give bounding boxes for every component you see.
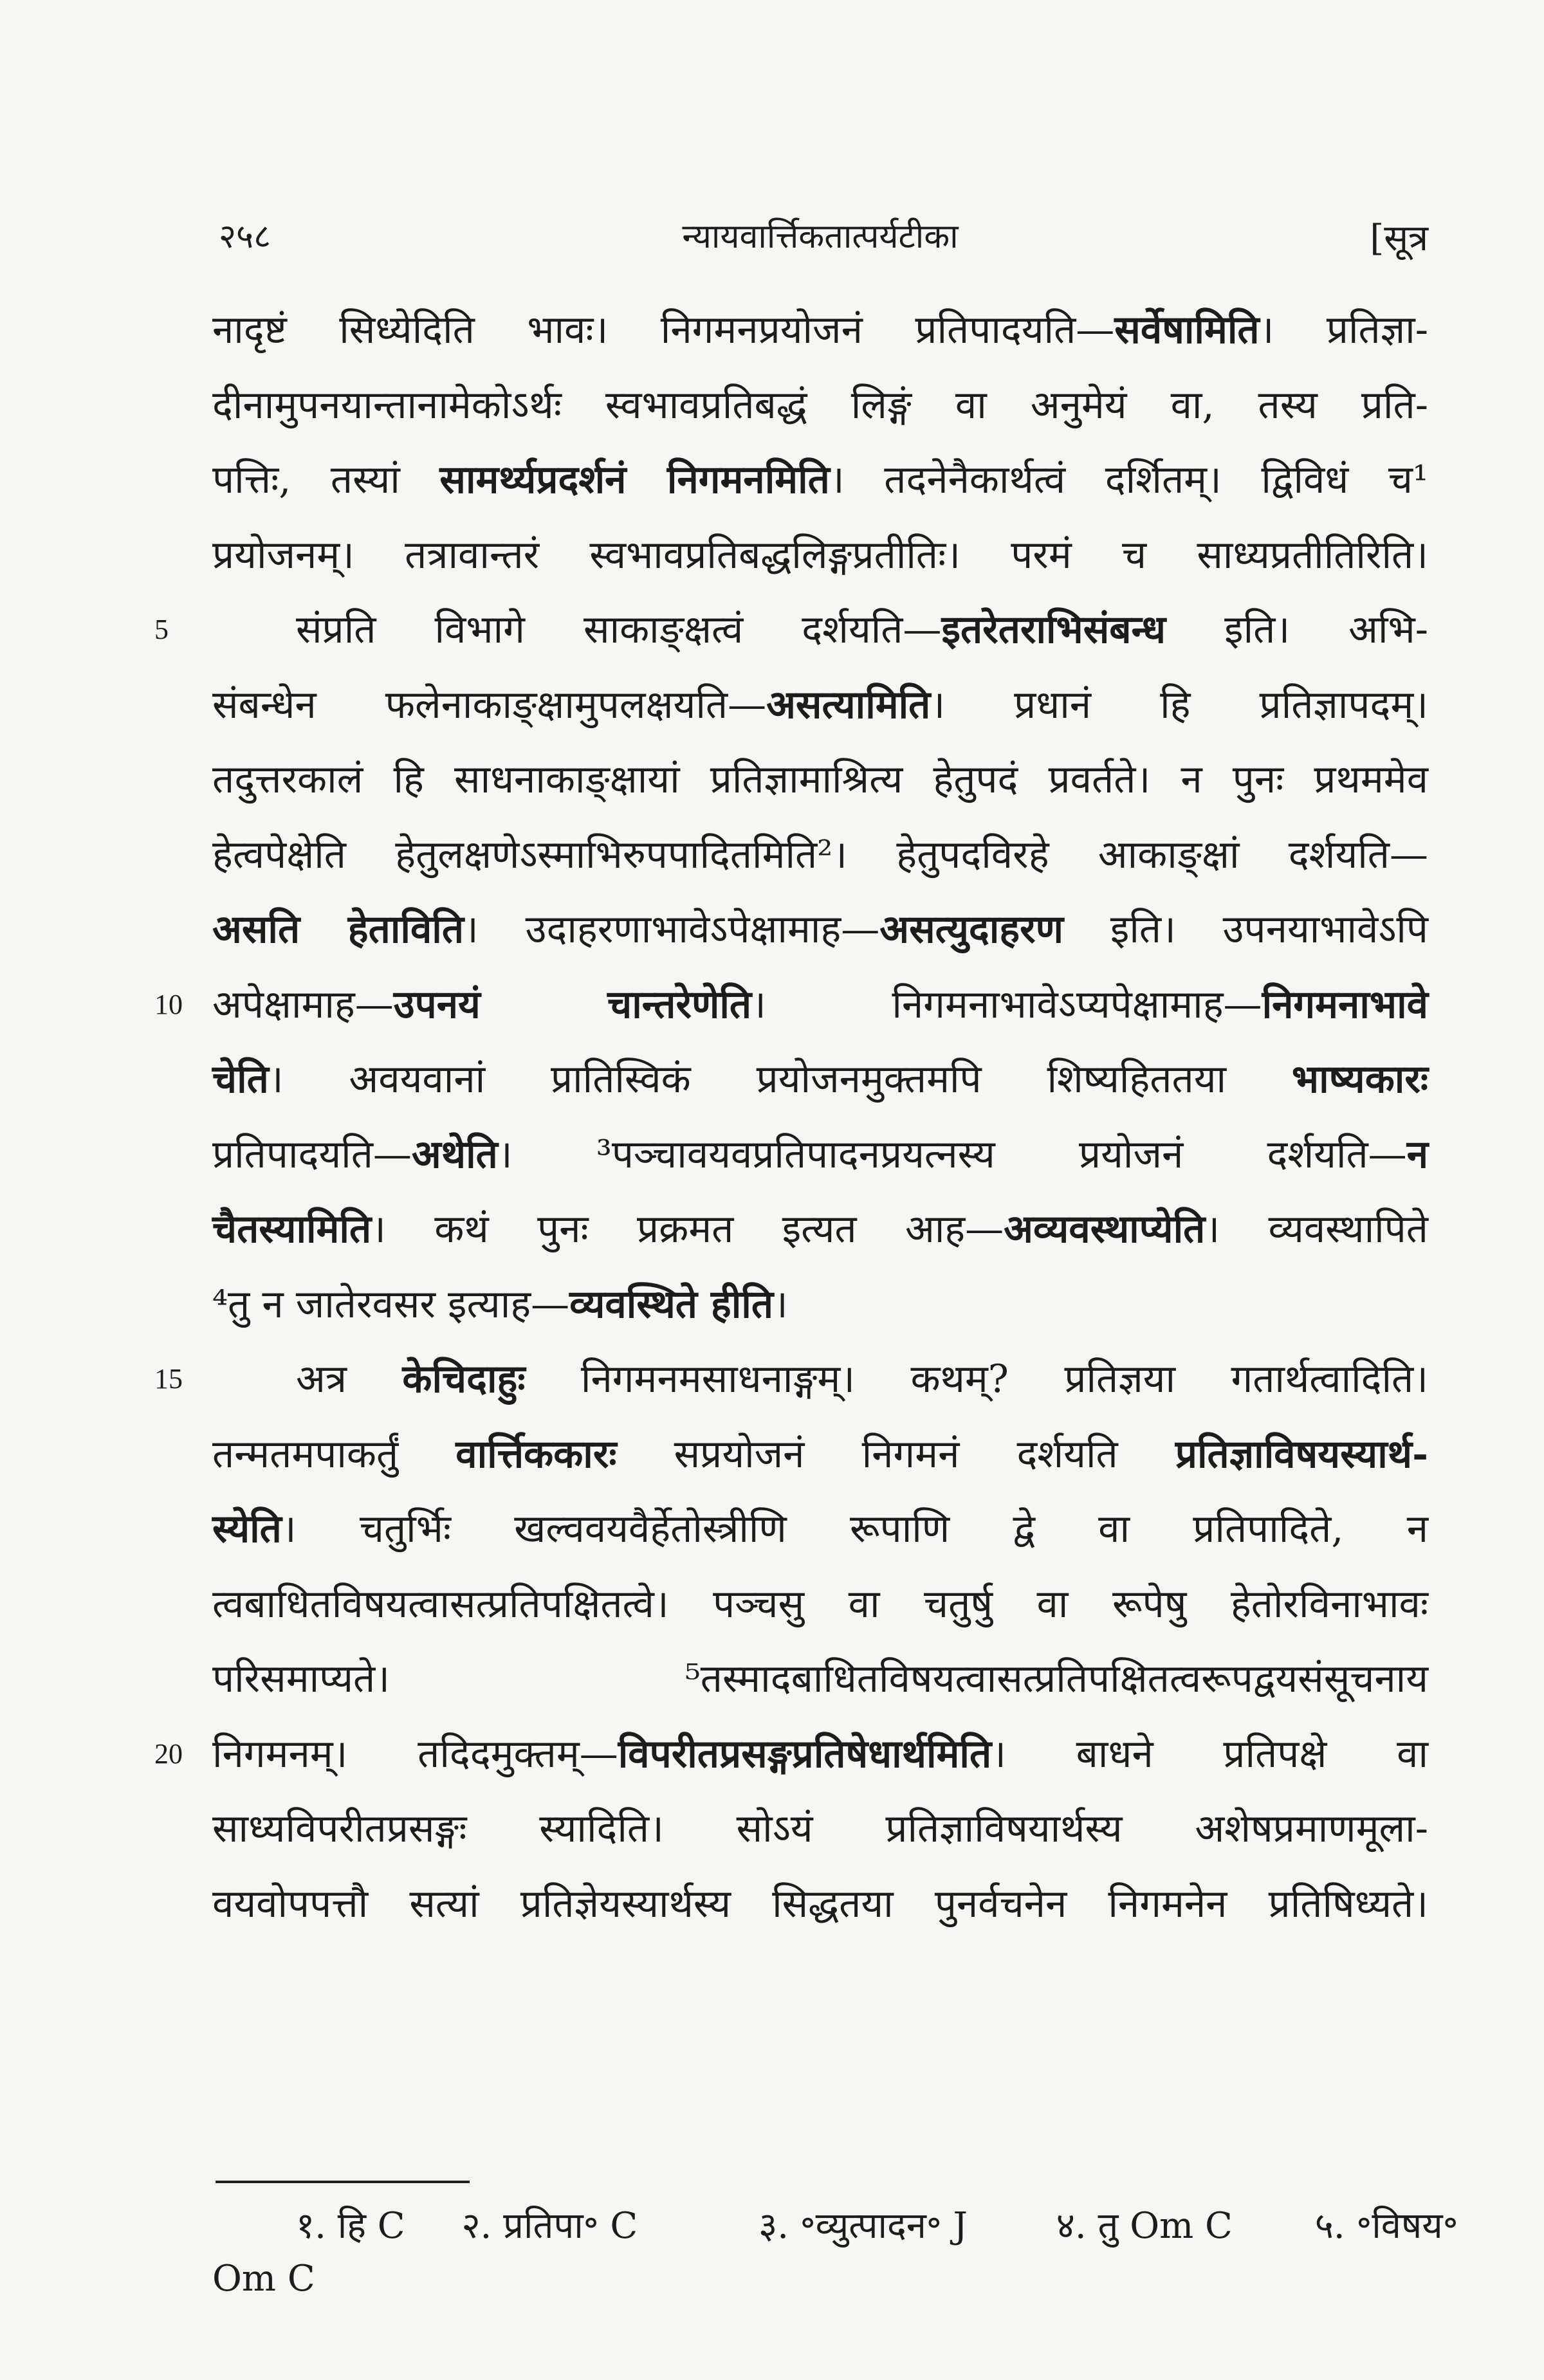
section-marker: [सूत्र <box>1370 217 1428 259</box>
text-run: सप्रयोजनं निगमनं दर्शयति <box>616 1431 1175 1477</box>
bold-lemma: चेति <box>212 1057 269 1102</box>
bold-lemma: सर्वेषामिति <box>1114 307 1260 352</box>
bold-lemma: असत्युदाहरण <box>879 907 1064 952</box>
bold-lemma: चैतस्यामिति <box>212 1207 372 1252</box>
footnote-row <box>212 2200 1458 2253</box>
footnote-4: ४. तु Om C <box>1056 2205 1233 2247</box>
page-header <box>212 212 1428 264</box>
bold-lemma: अव्यवस्थाप्येति <box>1004 1207 1206 1252</box>
text-line <box>154 1342 1428 1417</box>
text-line <box>154 967 1428 1043</box>
footnote-1: १. हि C <box>296 2205 405 2247</box>
text-run: । प्रधानं हि प्रतिज्ञापदम्। <box>930 682 1428 728</box>
text-run: तन्मतमपाकर्तुं <box>212 1431 456 1477</box>
text-run: । कथं पुनः प्रक्रमत इत्यत आह— <box>371 1207 1004 1252</box>
text-run: इति। उपनयाभावेऽपि <box>1063 907 1428 952</box>
text-line <box>212 668 1428 743</box>
bold-lemma: विपरीतप्रसङ्गप्रतिषेधार्थमिति <box>618 1731 992 1777</box>
text-line <box>212 1267 1428 1342</box>
footnote-3: ३. ॰व्युत्पादन॰ J <box>758 2205 968 2247</box>
text-run: ⁴तु न जातेरवसर इत्याह— <box>212 1281 570 1327</box>
text-run: । ³पञ्चावयवप्रतिपादनप्रयत्नस्य प्रयोजनं दर्शयति— <box>497 1131 1407 1177</box>
footnote-row-continued <box>212 2253 1428 2305</box>
text-run: वयवोपपत्तौ सत्यां प्रतिज्ञेयस्यार्थस्य सिद्धतया पुनर्वचनेन निगमनेन प्रतिषिध्यते। <box>212 1881 1428 1927</box>
text-line <box>212 1192 1428 1267</box>
bold-lemma: असत्यामिति <box>766 682 931 728</box>
bold-lemma: सामर्थ्यप्रदर्शनं निगमनमिति <box>439 457 830 502</box>
footnote-2: २. प्रतिपा॰ C <box>461 2205 638 2247</box>
text-run: दीनामुपनयान्तानामेकोऽर्थः स्वभावप्रतिबद्धं लिङ्गं वा अनुमेयं वा, तस्य प्रति- <box>212 382 1428 428</box>
text-run: त्वबाधितविषयत्वासत्प्रतिपक्षितत्वे। पञ्चसु वा चतुर्षु वा रूपेषु हेतोरविनाभावः <box>212 1581 1428 1627</box>
text-line <box>212 1417 1428 1492</box>
text-line <box>212 518 1428 593</box>
bold-lemma: असति हेताविति <box>212 907 464 952</box>
bold-lemma: स्येति <box>212 1506 282 1552</box>
bold-lemma: व्यवस्थिते हीति <box>569 1281 774 1327</box>
text-run: । प्रतिज्ञा- <box>1259 307 1428 352</box>
bold-lemma: उपनयं चान्तरेणेति <box>393 982 752 1027</box>
line-number: 10 <box>154 988 183 1020</box>
text-run: इति। अभि- <box>1166 607 1428 652</box>
text-run: प्रयोजनम्। तत्रावान्तरं स्वभावप्रतिबद्धलिङ्गप्रतीतिः। परमं च साध्यप्रतीतिरिति। <box>212 532 1428 578</box>
text-line <box>212 1642 1428 1717</box>
text-run: हेत्वपेक्षेति हेतुलक्षणेऽस्माभिरुपपादितमिति²। हेतुपदविरहे आकाङ्क्षां दर्शयति— <box>212 832 1428 877</box>
bold-lemma: न <box>1406 1131 1428 1177</box>
text-run: तदुत्तरकालं हि साधनाकाङ्क्षायां प्रतिज्ञामाश्रित्य हेतुपदं प्रवर्तते। न पुनः प्रथममेव <box>212 757 1428 802</box>
line-number: 5 <box>154 614 169 645</box>
text-run: । निगमनाभावेऽप्यपेक्षामाह— <box>751 982 1262 1027</box>
text-line <box>212 1867 1428 1942</box>
bold-lemma: केचिदाहुः <box>402 1357 526 1402</box>
running-title: न्यायवार्त्तिकतात्पर्यटीका <box>682 217 959 256</box>
bold-lemma: इतरेतराभिसंबन्ध <box>941 607 1166 652</box>
text-run: । चतुर्भिः खल्ववयवैर्हेतोस्त्रीणि रूपाणि द्वे वा प्रतिपादिते, न <box>281 1506 1428 1552</box>
text-run: संप्रति विभागे साकाङ्क्षत्वं दर्शयति— <box>296 607 942 652</box>
text-run: साध्यविपरीतप्रसङ्गः स्यादिति। सोऽयं प्रतिज्ञाविषयार्थस्य अशेषप्रमाणमूला- <box>212 1806 1428 1851</box>
footnote-rule <box>216 2181 470 2183</box>
text-line <box>212 368 1428 443</box>
text-run: प्रतिपादयति— <box>212 1131 412 1177</box>
bold-lemma: प्रतिज्ञाविषयस्यार्थ- <box>1175 1431 1428 1477</box>
text-run: । <box>773 1281 788 1327</box>
bold-lemma: वार्त्तिककारः <box>455 1431 617 1477</box>
page-number: २५८ <box>219 217 271 256</box>
bold-lemma: भाष्यकारः <box>1291 1057 1428 1102</box>
text-line <box>212 892 1428 967</box>
text-line <box>212 1117 1428 1193</box>
bold-lemma: अथेति <box>411 1131 498 1177</box>
footnote-5-continued: Om C <box>212 2258 315 2300</box>
text-run: निगमनम्। तदिदमुक्तम्— <box>212 1731 618 1777</box>
text-run: । बाधने प्रतिपक्षे वा <box>991 1731 1428 1777</box>
text-line <box>212 818 1428 893</box>
text-run: । उदाहरणाभावेऽपेक्षामाह— <box>464 907 880 952</box>
main-text <box>154 293 1429 1941</box>
line-number: 20 <box>154 1737 183 1770</box>
text-run: नादृष्टं सिध्येदिति भावः। निगमनप्रयोजनं प्रतिपादयति— <box>212 307 1115 352</box>
text-line <box>212 293 1428 368</box>
bold-lemma: निगमनाभावे <box>1262 982 1428 1027</box>
text-line <box>212 1042 1428 1117</box>
footnotes <box>212 2200 1458 2305</box>
text-run: संबन्धेन फलेनाकाङ्क्षामुपलक्षयति— <box>212 682 767 728</box>
text-line <box>154 592 1428 668</box>
text-line <box>212 1567 1428 1642</box>
text-line <box>212 443 1428 518</box>
line-number: 15 <box>154 1363 183 1395</box>
text-run: निगमनमसाधनाङ्गम्। कथम्? प्रतिज्ञया गतार्थत्वादिति। <box>525 1357 1428 1402</box>
text-line <box>212 1492 1428 1567</box>
text-run: परिसमाप्यते। ⁵तस्मादबाधितविषयत्वासत्प्रतिपक्षितत्वरूपद्वयसंसूचनाय <box>212 1656 1428 1701</box>
text-run: पत्तिः, तस्यां <box>212 457 440 502</box>
text-run: । व्यवस्थापिते <box>1205 1207 1428 1252</box>
footnote-5: ५. ॰विषय॰ <box>1314 2205 1458 2247</box>
text-line <box>154 1717 1428 1792</box>
text-run: । अवयवानां प्रातिस्विकं प्रयोजनमुक्तमपि शिष्यहिततया <box>268 1057 1292 1102</box>
text-line <box>212 742 1428 818</box>
text-run: । तदनेनैकार्थत्वं दर्शितम्। द्विविधं च¹ <box>829 457 1429 502</box>
text-run: अपेक्षामाह— <box>212 982 394 1027</box>
text-line <box>212 1791 1428 1867</box>
text-run: अत्र <box>296 1357 403 1402</box>
